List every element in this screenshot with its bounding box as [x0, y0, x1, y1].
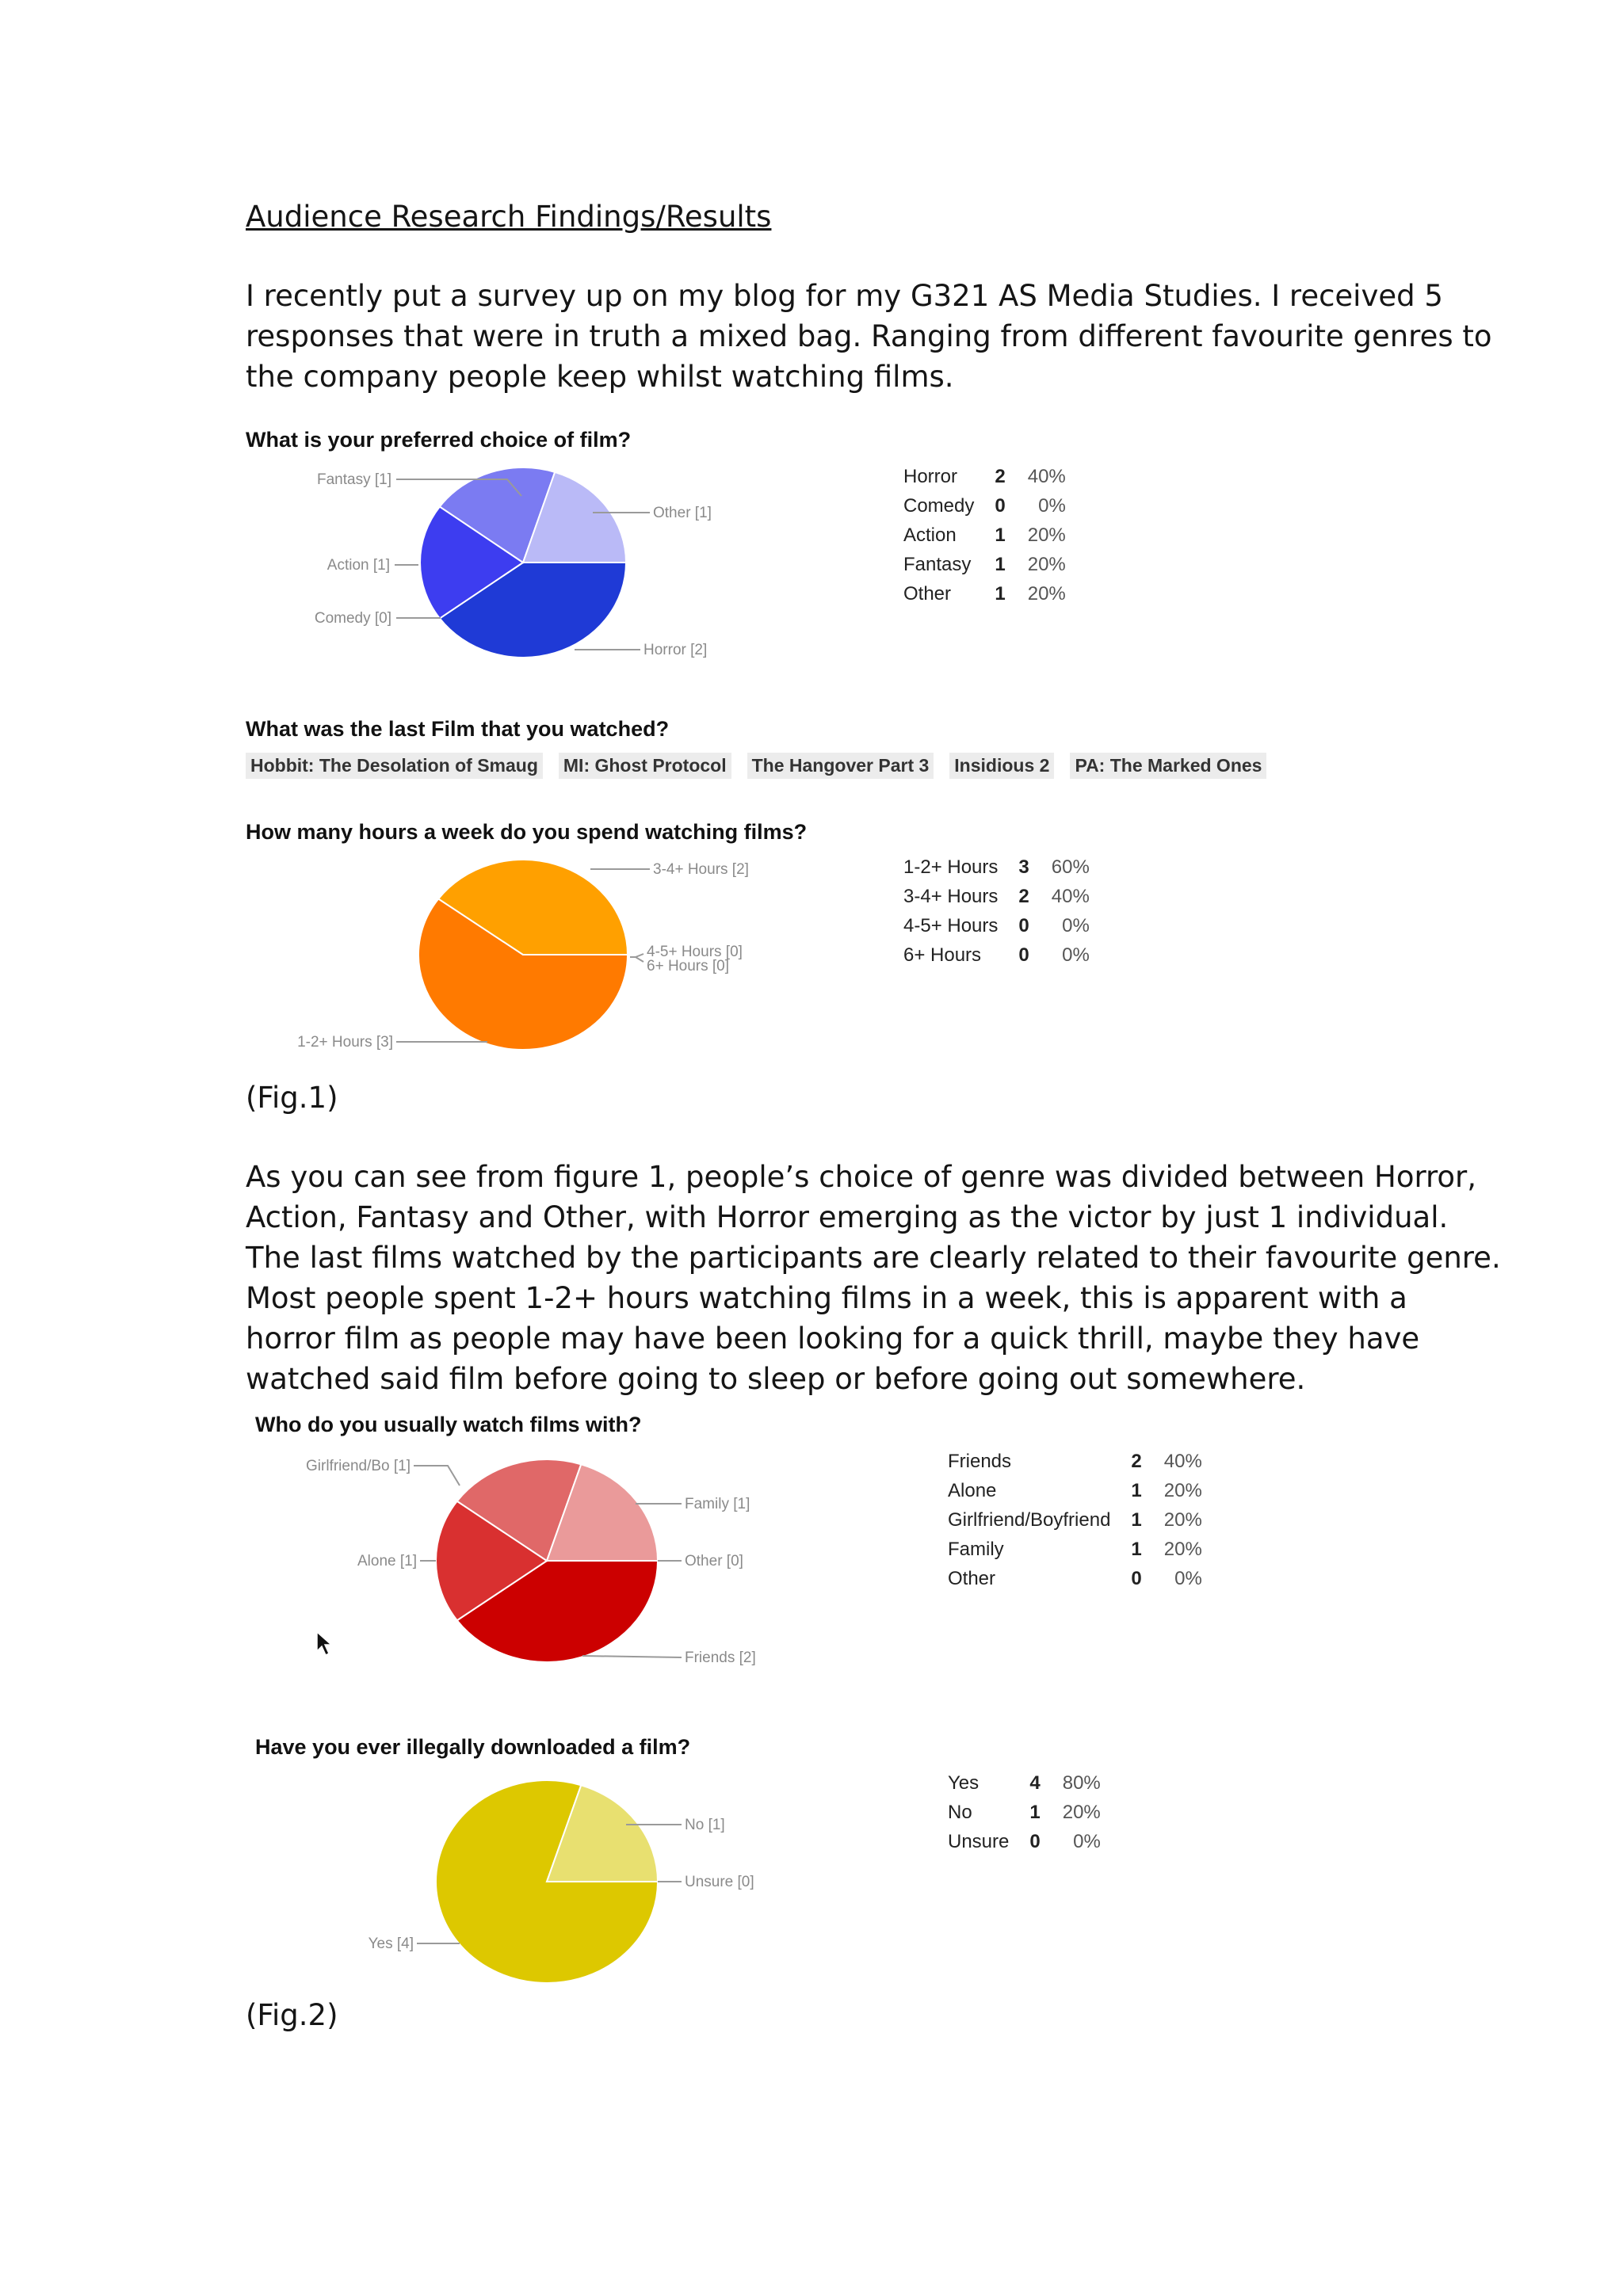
film-answer: The Hangover Part 3 [747, 753, 934, 779]
result-count: 3 [1018, 856, 1029, 878]
q1-pie-chart [285, 456, 761, 669]
film-answer: MI: Ghost Protocol [559, 753, 731, 779]
q4-title: Who do you usually watch films with? [255, 1413, 642, 1436]
result-pct: 80% [1062, 1772, 1101, 1794]
q5-title: Have you ever illegally downloaded a film? [255, 1735, 691, 1759]
q1-results-table [903, 462, 1066, 608]
leader-line [414, 1466, 460, 1486]
result-count: 1 [995, 553, 1006, 575]
result-pct: 20% [1062, 1801, 1101, 1823]
result-label: 4-5+ Hours [903, 914, 999, 936]
result-row [903, 911, 1090, 940]
film-answer: Hobbit: The Desolation of Smaug [246, 753, 543, 779]
page-heading: Audience Research Findings/Results [246, 200, 772, 234]
result-count: 0 [995, 494, 1006, 517]
result-count: 0 [1018, 914, 1029, 936]
analysis-paragraph [246, 1157, 1501, 1399]
result-count: 1 [1131, 1538, 1142, 1560]
result-label: 3-4+ Hours [903, 885, 999, 907]
film-answer: Insidious 2 [949, 753, 1054, 779]
label-friends: Friends [2] [685, 1650, 756, 1666]
result-label: Action [903, 524, 957, 546]
result-label: Yes [948, 1772, 980, 1794]
result-row [903, 940, 1090, 970]
result-row [948, 1564, 1202, 1593]
q1-pie [420, 467, 626, 658]
result-row [948, 1798, 1101, 1827]
q5-pie [436, 1780, 658, 1983]
result-pct: 40% [1027, 465, 1066, 487]
label-girlfriend: Girlfriend/Bo [1] [306, 1458, 411, 1474]
label-4-5-hours: 4-5+ Hours [0] [647, 944, 743, 960]
result-pct: 0% [1073, 1830, 1101, 1852]
result-label: Other [903, 582, 952, 605]
label-unsure: Unsure [0] [685, 1874, 754, 1890]
result-pct: 60% [1051, 856, 1090, 878]
result-count: 4 [1029, 1772, 1041, 1794]
q3-title: How many hours a week do you spend watching films? [246, 820, 808, 844]
result-count: 2 [1018, 885, 1029, 907]
analysis-line: Most people spent 1-2+ hours watching films in a week, this is apparent with a [246, 1281, 1407, 1315]
label-6-hours: 6+ Hours [0] [647, 958, 730, 974]
result-count: 2 [1131, 1450, 1142, 1472]
result-label: Alone [948, 1479, 997, 1501]
result-row [903, 579, 1066, 608]
q4-pie-chart [269, 1442, 792, 1680]
q3-pie-chart [269, 848, 777, 1062]
result-pct: 40% [1051, 885, 1090, 907]
label-fantasy: Fantasy [1] [317, 471, 391, 488]
result-row [903, 852, 1090, 882]
result-row [948, 1535, 1202, 1564]
film-answer: PA: The Marked Ones [1070, 753, 1266, 779]
analysis-line: horror film as people may have been looking for a quick thrill, maybe they have [246, 1322, 1420, 1356]
result-pct: 40% [1163, 1450, 1202, 1472]
result-count: 0 [1131, 1567, 1142, 1589]
result-row [948, 1768, 1101, 1798]
result-row [903, 491, 1066, 521]
intro-paragraph [246, 276, 1492, 397]
label-3-4-hours: 3-4+ Hours [2] [653, 861, 749, 878]
result-row [948, 1827, 1101, 1856]
result-label: Horror [903, 465, 958, 487]
label-family: Family [1] [685, 1496, 750, 1512]
result-label: Family [948, 1538, 1004, 1560]
label-alone: Alone [1] [357, 1553, 417, 1569]
result-label: Fantasy [903, 553, 972, 575]
result-label: Friends [948, 1450, 1012, 1472]
result-pct: 20% [1163, 1508, 1202, 1531]
intro-line: I recently put a survey up on my blog for my G321 AS Media Studies. I received 5 [246, 279, 1443, 313]
label-action: Action [1] [327, 557, 390, 574]
result-count: 1 [1131, 1508, 1142, 1531]
analysis-line: As you can see from figure 1, people’s choice of genre was divided between Horror, [246, 1160, 1477, 1194]
q4-results-table [948, 1447, 1202, 1593]
result-count: 1 [995, 582, 1006, 605]
label-no: No [1] [685, 1817, 725, 1833]
leader-line [636, 954, 643, 957]
result-row [903, 882, 1090, 911]
result-label: Unsure [948, 1830, 1010, 1852]
result-pct: 0% [1062, 914, 1090, 936]
analysis-line: The last films watched by the participants are clearly related to their favourite genre. [246, 1241, 1501, 1275]
result-label: Other [948, 1567, 996, 1589]
q4-pie [436, 1459, 658, 1662]
result-label: Girlfriend/Boyfriend [948, 1508, 1111, 1531]
label-other: Other [1] [653, 505, 712, 521]
result-count: 2 [995, 465, 1006, 487]
q5-pie-chart [269, 1763, 792, 2000]
figure-2-caption: (Fig.2) [246, 1998, 338, 2032]
result-row [948, 1447, 1202, 1476]
figure-1-caption: (Fig.1) [246, 1081, 338, 1115]
result-pct: 20% [1027, 524, 1066, 546]
result-count: 1 [1131, 1479, 1142, 1501]
q5-results-table [948, 1768, 1101, 1856]
label-1-2-hours: 1-2+ Hours [3] [297, 1034, 393, 1051]
result-row [903, 462, 1066, 491]
last-film-answers [246, 753, 1266, 779]
mouse-cursor-icon [315, 1630, 334, 1657]
result-row [948, 1476, 1202, 1505]
analysis-line: watched said film before going to sleep or before going out somewhere. [246, 1362, 1306, 1396]
analysis-line: Action, Fantasy and Other, with Horror emerging as the victor by just 1 individual. [246, 1200, 1449, 1234]
result-count: 1 [1029, 1801, 1041, 1823]
label-other: Other [0] [685, 1553, 743, 1569]
label-comedy: Comedy [0] [314, 610, 391, 627]
result-count: 0 [1018, 944, 1029, 966]
leader-line [630, 957, 643, 962]
result-label: Comedy [903, 494, 975, 517]
result-row [903, 550, 1066, 579]
result-pct: 0% [1038, 494, 1066, 517]
q2-title: What was the last Film that you watched? [246, 717, 670, 741]
q3-results-table [903, 852, 1090, 970]
result-pct: 20% [1027, 582, 1066, 605]
result-pct: 0% [1174, 1567, 1202, 1589]
result-row [948, 1505, 1202, 1535]
result-pct: 20% [1027, 553, 1066, 575]
result-count: 0 [1029, 1830, 1041, 1852]
leader-line [582, 1656, 682, 1657]
q1-title: What is your preferred choice of film? [246, 428, 632, 452]
result-label: 6+ Hours [903, 944, 982, 966]
result-row [903, 521, 1066, 550]
result-pct: 20% [1163, 1538, 1202, 1560]
result-pct: 0% [1062, 944, 1090, 966]
q3-pie [418, 860, 628, 1050]
label-yes: Yes [4] [368, 1936, 414, 1952]
result-pct: 20% [1163, 1479, 1202, 1501]
intro-line: the company people keep whilst watching films. [246, 360, 954, 394]
result-count: 1 [995, 524, 1006, 546]
result-label: 1-2+ Hours [903, 856, 999, 878]
intro-line: responses that were in truth a mixed bag. Ranging from different favourite genres to [246, 319, 1492, 353]
label-horror: Horror [2] [643, 642, 708, 658]
result-label: No [948, 1801, 972, 1823]
